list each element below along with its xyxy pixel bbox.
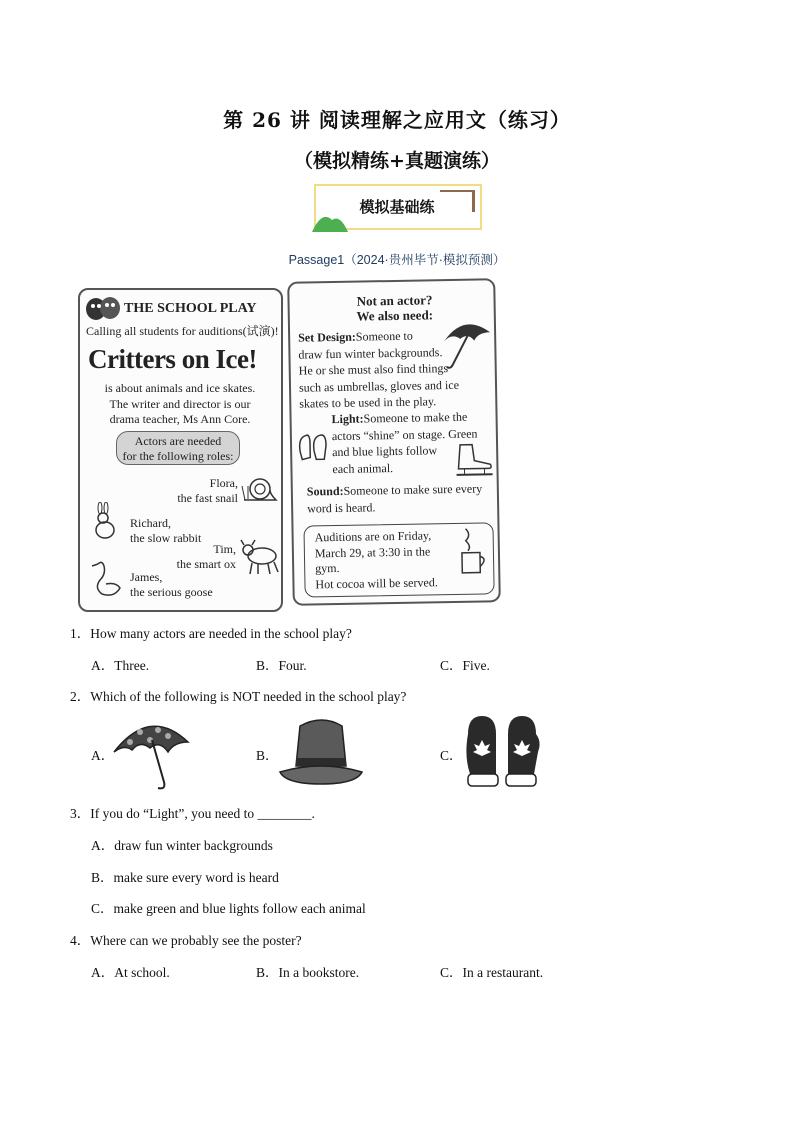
roles-box-line: Actors are needed <box>134 434 222 448</box>
q2-option-c[interactable]: C． <box>440 748 463 763</box>
light-line: actors “shine” on stage. Green <box>331 426 478 443</box>
q3-option-c[interactable]: C．make green and blue lights follow each animal <box>91 901 366 916</box>
poster-right <box>287 278 501 606</box>
ox-icon <box>240 536 282 578</box>
umbrella-picture-icon <box>110 712 190 792</box>
q4-option-b[interactable]: B．In a bookstore. <box>256 965 360 980</box>
q4-option-a[interactable]: A．At school. <box>91 965 170 980</box>
poster-call: Calling all students for auditions(试演)! <box>86 324 279 338</box>
role-james <box>130 570 213 600</box>
role-flora <box>176 476 238 506</box>
right-heading-line: We also need: <box>356 307 434 324</box>
goose-icon <box>88 558 124 600</box>
light-line: each animal. <box>332 460 394 476</box>
role-tim <box>170 542 236 572</box>
right-heading-line: Not an actor? <box>356 292 433 309</box>
set-design-label: Set Design: <box>298 329 356 345</box>
ice-skate-icon <box>452 440 497 479</box>
question-4: 4．Where can we probably see the poster? <box>70 933 302 948</box>
q3-option-a[interactable]: A．draw fun winter backgrounds <box>91 838 273 853</box>
audition-line: March 29, at 3:30 in the <box>314 543 431 560</box>
desc-line: is about animals and ice skates. <box>104 381 256 395</box>
set-design-line: such as umbrellas, gloves and ice <box>298 377 460 395</box>
role-desc: the fast snail <box>177 491 238 505</box>
question-2: 2．Which of the following is NOT needed in the school play? <box>70 689 407 704</box>
q2-option-b[interactable]: B． <box>256 748 279 763</box>
role-desc: the smart ox <box>176 557 236 571</box>
desc-line: drama teacher, Ms Ann Core. <box>109 412 251 426</box>
role-name: Flora, <box>209 476 238 490</box>
poster-heading: THE SCHOOL PLAY <box>124 301 257 316</box>
set-design-line: He or she must also find things <box>298 361 449 378</box>
role-desc: the slow rabbit <box>130 531 202 545</box>
role-name: Tim, <box>213 542 236 556</box>
question-3: 3．If you do “Light”, you need to ________. <box>70 806 315 821</box>
light-line: and blue lights follow <box>332 443 438 460</box>
poster-left <box>78 288 283 612</box>
roles-box-line: for the following roles: <box>122 449 234 463</box>
role-desc: the serious goose <box>130 585 213 599</box>
theater-masks-icon <box>84 296 122 322</box>
page-title: 第 26 讲 阅读理解之应用文（练习） <box>223 108 571 132</box>
audition-line: Auditions are on Friday, <box>314 528 432 545</box>
set-design-line: draw fun winter backgrounds. <box>298 344 443 362</box>
mittens-icon <box>462 712 546 792</box>
q3-option-b[interactable]: B．make sure every word is heard <box>91 870 279 885</box>
play-title: Critters on Ice! <box>88 344 257 374</box>
set-design-line: Someone to <box>355 328 413 344</box>
right-heading <box>339 292 450 324</box>
cocoa-mug-icon <box>457 524 490 581</box>
sound <box>307 480 498 516</box>
rabbit-icon <box>90 502 120 542</box>
role-name: Richard, <box>130 516 171 530</box>
section-badge <box>314 184 482 230</box>
q1-option-c[interactable]: C．Five. <box>440 658 490 673</box>
audition-line: Hot cocoa will be served. <box>315 574 438 591</box>
audition-line: gym. <box>315 560 340 576</box>
light-line: Someone to make the <box>363 409 468 426</box>
q4-option-c[interactable]: C．In a restaurant. <box>440 965 544 980</box>
set-design-line: skates to be used in the play. <box>299 394 437 411</box>
snail-icon <box>240 474 280 504</box>
role-name: James, <box>130 570 163 584</box>
set-design <box>298 327 469 412</box>
q2-option-a[interactable]: A． <box>91 748 115 763</box>
q1-option-b[interactable]: B．Four. <box>256 658 307 673</box>
badge-label: 模拟基础练 <box>359 198 435 216</box>
light-label: Light: <box>331 411 364 427</box>
hat-icon <box>278 714 364 790</box>
passage-label: Passage1（2024·贵州毕节·模拟预测） <box>288 253 506 267</box>
roles-box <box>116 431 240 465</box>
question-1: 1．How many actors are needed in the school play? <box>70 626 352 641</box>
desc-line: The writer and director is our <box>109 396 251 411</box>
page-subtitle: （模拟精练+真题演练） <box>294 150 500 172</box>
q1-option-a[interactable]: A．Three. <box>91 658 150 673</box>
gloves-icon <box>296 429 331 470</box>
sound-line: Someone to make sure every <box>343 481 483 498</box>
badge-line <box>440 190 474 192</box>
sound-line: word is heard. <box>307 499 376 516</box>
sound-label: Sound: <box>306 483 344 499</box>
play-description <box>80 381 280 428</box>
